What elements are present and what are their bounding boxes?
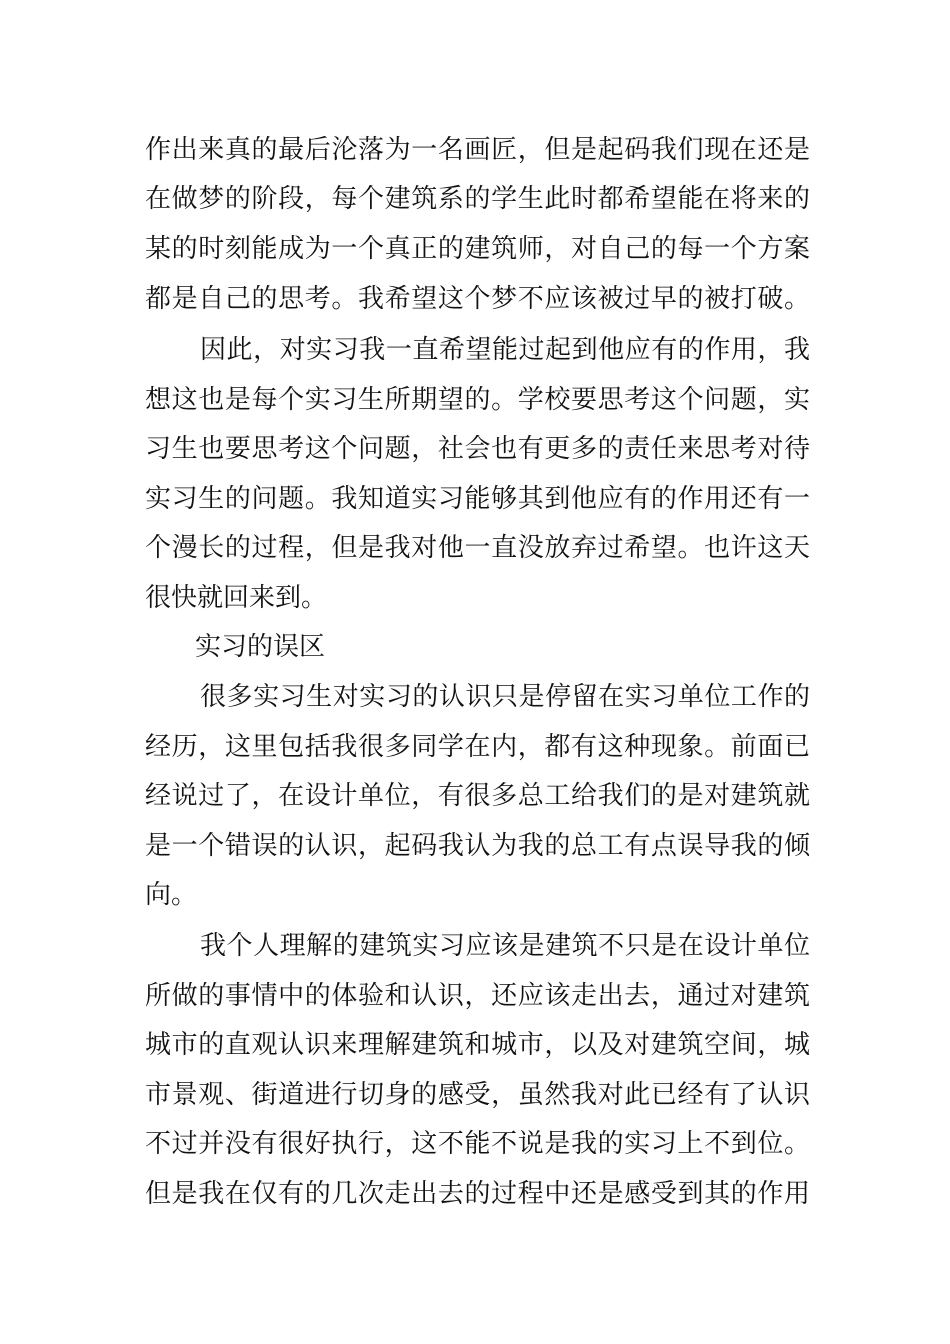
paragraph-first-line: 因此，对实习我一直希望能过起到他应有的作用，我 [200,335,810,365]
text-line: 城市的直观认识来理解建筑和城市，以及对建筑空间，城 [145,1030,810,1060]
text-line: 实习生的问题。我知道实习能够其到他应有的作用还有一 [145,484,810,514]
text-line: 所做的事情中的体验和认识，还应该走出去，通过对建筑 [145,981,810,1011]
text-line: 不过并没有很好执行，这不能不说是我的实习上不到位。 [145,1129,810,1159]
text-line: 某的时刻能成为一个真正的建筑师，对自己的每一个方案 [145,234,810,264]
text-line: 很快就回来到。 [145,583,328,613]
text-line: 经说过了，在设计单位，有很多总工给我们的是对建筑就 [145,781,810,811]
text-line: 但是我在仅有的几次走出去的过程中还是感受到其的作用 [145,1179,810,1209]
paragraph-first-line: 我个人理解的建筑实习应该是建筑不只是在设计单位 [200,931,810,961]
text-line: 习生也要思考这个问题，社会也有更多的责任来思考对待 [145,434,810,464]
text-line: 经历，这里包括我很多同学在内，都有这种现象。前面已 [145,732,810,762]
text-line: 都是自己的思考。我希望这个梦不应该被过早的被打破。 [145,284,810,314]
text-line: 向。 [145,880,198,910]
text-line: 市景观、街道进行切身的感受，虽然我对此已经有了认识 [145,1080,810,1110]
text-line: 在做梦的阶段，每个建筑系的学生此时都希望能在将来的 [145,184,810,214]
section-heading: 实习的误区 [195,632,326,662]
paragraph-first-line: 很多实习生对实习的认识只是停留在实习单位工作的 [200,682,810,712]
text-line: 作出来真的最后沦落为一名画匠，但是起码我们现在还是 [145,135,810,165]
text-line: 个漫长的过程，但是我对他一直没放弃过希望。也许这天 [145,533,810,563]
text-line: 是一个错误的认识，起码我认为我的总工有点误导我的倾 [145,831,810,861]
text-line: 想这也是每个实习生所期望的。学校要思考这个问题，实 [145,385,810,415]
